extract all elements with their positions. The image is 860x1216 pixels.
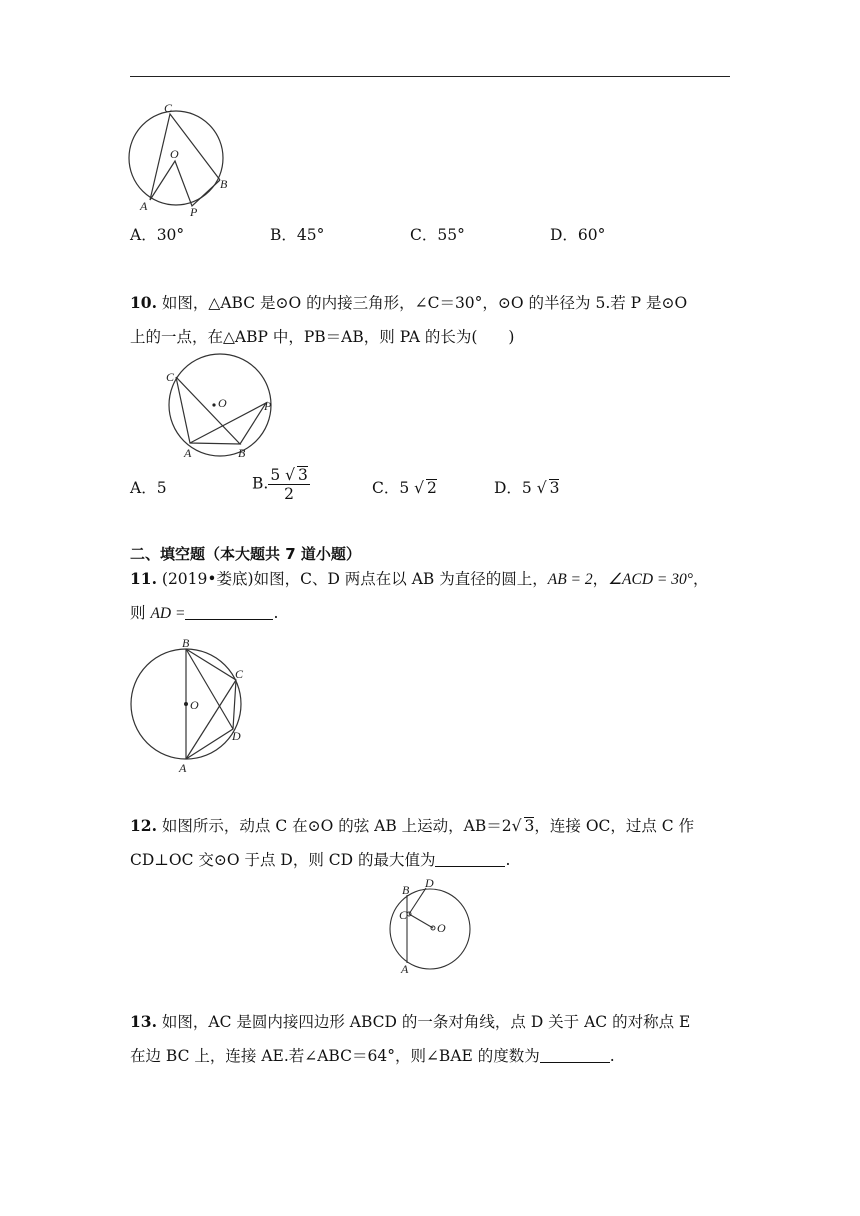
q11-math-ab: AB = 2 bbox=[547, 571, 593, 588]
q11-sep: ， bbox=[592, 570, 609, 588]
q9-label-p: P bbox=[190, 205, 198, 219]
q11-line-2 bbox=[130, 602, 278, 625]
q10-option-c-prefix: C．5 bbox=[372, 479, 410, 497]
q10-number: 10. bbox=[130, 293, 157, 312]
q10-label-a: A bbox=[184, 446, 192, 460]
q11-math-acd: ∠ACD = 30° bbox=[608, 571, 693, 588]
q9-label-c: C bbox=[164, 101, 173, 115]
header-rule bbox=[130, 76, 730, 77]
q12-text-2: CD⊥OC 交⊙O 于点 D，则 CD 的最大值为 bbox=[130, 851, 436, 869]
q10-line-1 bbox=[130, 292, 687, 314]
q12-label-b: B bbox=[402, 883, 410, 897]
q9-option-d: D．60° bbox=[550, 226, 606, 244]
q10-label-c: C bbox=[166, 370, 175, 384]
q12-answer-blank[interactable] bbox=[435, 850, 505, 867]
q10-option-c: C．5 √ 2 bbox=[372, 479, 437, 497]
q10-label-o: O bbox=[218, 396, 227, 410]
q10-option-b-fraction: $\frac{5 √ 3}{2}$ bbox=[270, 466, 308, 503]
q11-figure bbox=[125, 636, 255, 776]
q11-prefix-2: 则 bbox=[130, 604, 151, 622]
q12-figure bbox=[380, 876, 480, 980]
q11-label-d: D bbox=[232, 729, 241, 743]
q10-option-a: A．5 bbox=[130, 479, 167, 497]
q10-option-b-den: 2 bbox=[284, 485, 295, 503]
q9-option-a: A．30° bbox=[130, 226, 185, 244]
q12-radical: 3 bbox=[524, 817, 535, 835]
q12-number: 12. bbox=[130, 816, 157, 835]
q12-end-2: . bbox=[505, 851, 511, 869]
q9-label-a: A bbox=[140, 199, 148, 213]
q10-option-b-prefix: B. bbox=[252, 474, 269, 493]
q10-figure bbox=[160, 355, 285, 463]
q10-text-1: 如图，△ABC 是⊙O 的内接三角形，∠C＝30°，⊙O 的半径为 5.若 P 是⊙O bbox=[156, 294, 688, 312]
q9-option-b: B．45° bbox=[270, 226, 325, 244]
q12-label-c: C bbox=[399, 908, 408, 922]
q10-option-b-num-coef: 5 bbox=[270, 466, 281, 484]
q10-option-d-prefix: D．5 bbox=[494, 479, 532, 497]
q10-option-d-radical: 3 bbox=[549, 479, 560, 497]
q11-math-ad: AD = bbox=[150, 605, 186, 622]
q10-label-b: B bbox=[238, 446, 246, 460]
q9-figure bbox=[120, 100, 240, 220]
q12-line-2 bbox=[130, 849, 510, 871]
q11-label-c: C bbox=[235, 667, 244, 681]
q10-text-2: 上的一点，在△ABP 中，PB＝AB，则 PA 的长为( ) bbox=[130, 328, 515, 346]
q13-line-2 bbox=[130, 1045, 615, 1067]
q12-line-1: 12. 如图所示，动点 C 在⊙O 的弦 AB 上运动，AB＝2√ 3，连接 OC，过点 C 作 bbox=[130, 816, 695, 835]
q11-label-b: B bbox=[182, 636, 190, 650]
q9-label-o: O bbox=[170, 147, 179, 161]
q13-line-1 bbox=[130, 1011, 690, 1033]
q11-answer-blank[interactable] bbox=[185, 603, 273, 620]
q11-end-2: . bbox=[273, 604, 279, 622]
q12-label-d: D bbox=[425, 876, 434, 890]
q10-option-d: D．5 √ 3 bbox=[494, 479, 560, 497]
q11-line-1 bbox=[130, 568, 708, 591]
q10-option-c-radical: 2 bbox=[427, 479, 437, 497]
q10-option-b-num-rad: 3 bbox=[298, 466, 308, 484]
q12-text-1: 如图所示，动点 C 在⊙O 的弦 AB 上运动，AB＝2 bbox=[156, 817, 512, 835]
q11-end-1: ， bbox=[692, 570, 709, 588]
section-2-title: 二、填空题（本大题共 7 道小题） bbox=[130, 545, 361, 563]
q10-option-b bbox=[252, 466, 310, 503]
q9-label-b: B bbox=[220, 177, 228, 191]
q10-label-p: P bbox=[264, 399, 272, 413]
q12-text-1-end: ，连接 OC，过点 C 作 bbox=[534, 817, 695, 835]
q13-text-1: 如图，AC 是圆内接四边形 ABCD 的一条对角线，点 D 关于 AC 的对称点 E bbox=[156, 1013, 691, 1031]
q13-text-2: 在边 BC 上，连接 AE.若∠ABC＝64°，则∠BAE 的度数为 bbox=[130, 1047, 540, 1065]
q12-label-a: A bbox=[401, 962, 409, 976]
q11-label-a: A bbox=[179, 761, 187, 775]
q10-line-2 bbox=[130, 326, 514, 348]
q9-option-c: C．55° bbox=[410, 226, 465, 244]
q11-number: 11. bbox=[130, 569, 157, 588]
q13-end-2: . bbox=[609, 1047, 615, 1065]
q13-number: 13. bbox=[130, 1012, 157, 1031]
q13-answer-blank[interactable] bbox=[540, 1046, 610, 1063]
q12-label-o: O bbox=[437, 921, 446, 935]
q11-text-1: (2019•娄底)如图，C、D 两点在以 AB 为直径的圆上， bbox=[156, 570, 548, 588]
q11-label-o: O bbox=[190, 698, 199, 712]
